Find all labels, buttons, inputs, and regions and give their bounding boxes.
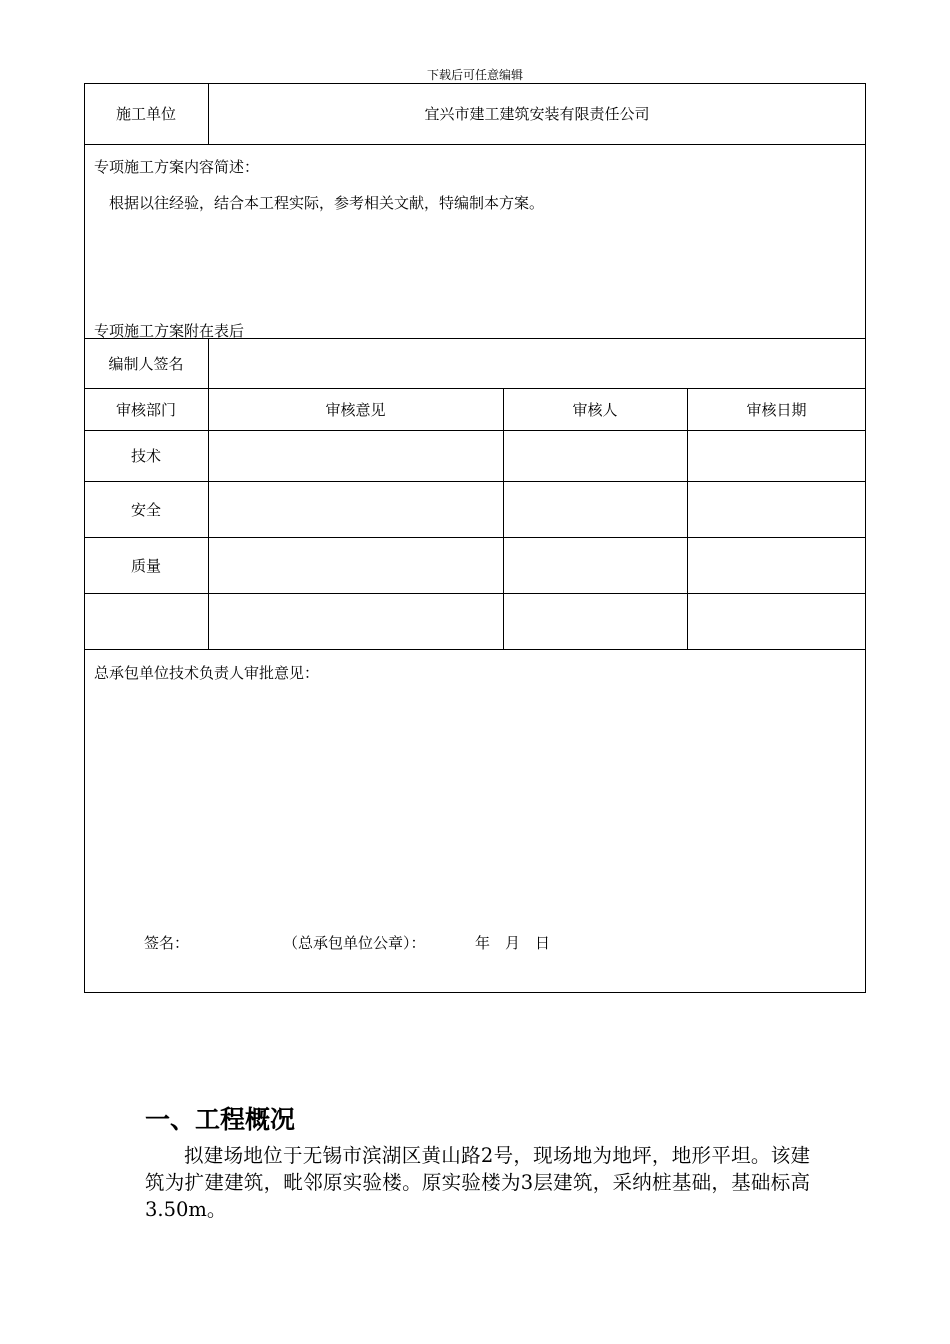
date-day: 日 bbox=[535, 934, 551, 952]
row-divider bbox=[84, 649, 866, 650]
preparer-signature-field[interactable] bbox=[208, 338, 866, 388]
summary-label: 专项施工方案内容简述： bbox=[94, 158, 260, 176]
table-row: 安全 bbox=[130, 500, 161, 519]
seal-label: （总承包单位公章）： bbox=[283, 934, 426, 952]
table-row bbox=[84, 593, 208, 649]
unit-value: 宜兴市建工建筑安装有限责任公司 bbox=[424, 105, 650, 123]
sign-label: 签名： bbox=[144, 934, 190, 952]
column-header-dept: 审核部门 bbox=[115, 400, 176, 419]
approval-label: 总承包单位技术负责人审批意见： bbox=[94, 664, 320, 682]
section-heading: 一、工程概况 bbox=[145, 1105, 296, 1134]
attachment-note: 专项施工方案附在表后 bbox=[94, 322, 245, 340]
preparer-label: 编制人签名 bbox=[108, 354, 184, 373]
unit-label: 施工单位 bbox=[115, 105, 176, 123]
table-row: 质量 bbox=[130, 556, 161, 575]
date-month: 月 bbox=[505, 934, 521, 952]
summary-text: 根据以往经验，结合本工程实际，参考相关文献，特编制本方案。 bbox=[109, 194, 545, 212]
row-divider bbox=[84, 144, 866, 145]
header-note: 下载后可任意编辑 bbox=[426, 68, 523, 82]
date-year: 年 bbox=[475, 934, 491, 952]
table-row: 技术 bbox=[130, 447, 161, 465]
column-header-date: 审核日期 bbox=[746, 400, 807, 419]
section-paragraph: 拟建场地位于无锡市滨湖区黄山路2号，现场地为地坪，地形平坦。该建筑为扩建建筑，毗邻原实验楼。原实验楼为3层建筑，采纳桩基础，基础标高3.50m。 bbox=[145, 1144, 810, 1221]
column-header-opinion: 审核意见 bbox=[325, 400, 386, 419]
column-header-reviewer: 审核人 bbox=[572, 400, 618, 419]
